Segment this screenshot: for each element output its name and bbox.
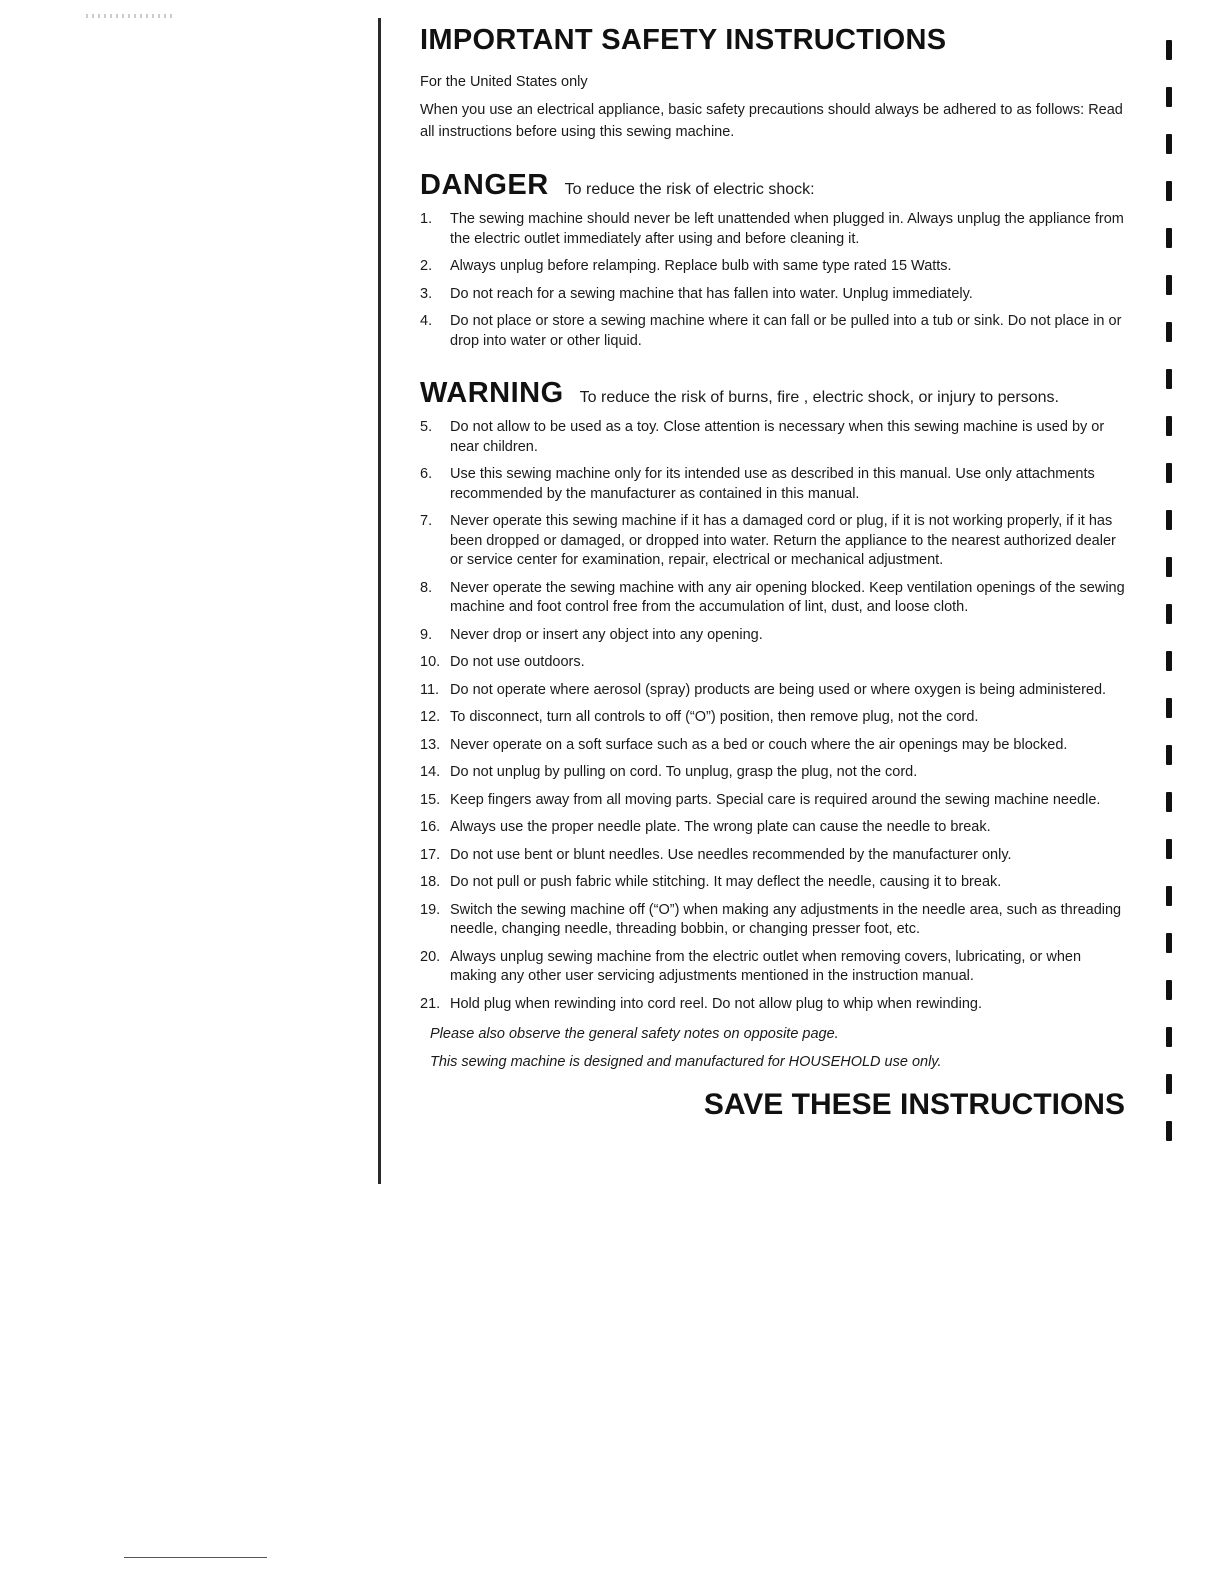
binding-hole — [1166, 557, 1172, 577]
list-item — [420, 995, 1125, 1015]
item-text: Never drop or insert any object into any opening. — [450, 626, 763, 643]
note-opposite-page: Please also observe the general safety notes on opposite page. — [430, 1026, 839, 1042]
item-number: 11. — [420, 681, 440, 698]
binding-hole — [1166, 1027, 1172, 1047]
list-item — [420, 579, 1125, 618]
warning-header — [420, 377, 1125, 410]
safety-document — [420, 24, 1125, 1122]
list-item — [420, 818, 1125, 838]
binding-hole — [1166, 651, 1172, 671]
page-title: IMPORTANT SAFETY INSTRUCTIONS — [420, 24, 947, 56]
item-text: To disconnect, turn all controls to off (“O”) position, then remove plug, not the cord. — [450, 709, 979, 725]
list-item — [420, 626, 1125, 646]
binding-hole — [1166, 604, 1172, 624]
item-number: 9. — [420, 626, 433, 643]
list-item — [420, 948, 1125, 987]
binding-hole — [1166, 463, 1172, 483]
item-text: Never operate this sewing machine if it has a damaged cord or plug, if it is not working properly, if it has been dropped or damaged, or dropped into water. Return the appliance to the nearest authorized dealer or service center for examination, repair, electrical or mechanical adjustment. — [450, 513, 1116, 568]
item-number: 19. — [420, 901, 441, 918]
item-number: 8. — [420, 579, 433, 596]
binding-hole — [1166, 87, 1172, 107]
item-text: Do not unplug by pulling on cord. To unplug, grasp the plug, not the cord. — [450, 764, 918, 780]
intro-general: When you use an electrical appliance, basic safety precautions should always be adhered to as follows: Read all instructions before using this sewing machine. — [420, 102, 1123, 140]
footer-rule — [124, 1557, 267, 1558]
list-item — [420, 763, 1125, 783]
item-number: 20. — [420, 948, 441, 965]
list-item — [420, 708, 1125, 728]
binding-hole — [1166, 275, 1172, 295]
binding-holes — [1158, 0, 1188, 1200]
danger-list — [420, 210, 1125, 351]
intro-region: For the United States only — [420, 74, 588, 90]
item-number: 14. — [420, 764, 441, 780]
item-text: Do not reach for a sewing machine that has fallen into water. Unplug immediately. — [450, 285, 973, 302]
scan-speck — [86, 14, 176, 18]
binding-hole — [1166, 322, 1172, 342]
item-number: 21. — [420, 995, 441, 1012]
item-number: 7. — [420, 513, 433, 529]
list-item — [420, 873, 1125, 893]
danger-subtitle: To reduce the risk of electric shock: — [564, 181, 815, 198]
list-item — [420, 791, 1125, 811]
binding-hole — [1166, 416, 1172, 436]
note-household-use: This sewing machine is designed and manufactured for HOUSEHOLD use only. — [430, 1054, 942, 1070]
item-text: Always use the proper needle plate. The wrong plate can cause the needle to break. — [450, 819, 991, 835]
warning-list — [420, 418, 1125, 1014]
warning-label: WARNING — [420, 377, 564, 409]
item-text: Use this sewing machine only for its intended use as described in this manual. Use only attachments recommended by the manufacturer as contained in this manual. — [450, 466, 1095, 502]
list-item — [420, 653, 1125, 673]
item-text: The sewing machine should never be left unattended when plugged in. Always unplug the appliance from the electric outlet immediately after using and before cleaning it. — [450, 211, 1124, 247]
binding-hole — [1166, 1121, 1172, 1141]
list-item — [420, 257, 1125, 277]
item-number: 2. — [420, 258, 433, 274]
binding-hole — [1166, 40, 1172, 60]
item-text: Always unplug before relamping. Replace bulb with same type rated 15 Watts. — [450, 258, 952, 274]
item-text: Do not use bent or blunt needles. Use needles recommended by the manufacturer only. — [450, 846, 1012, 863]
item-text: Never operate on a soft surface such as a bed or couch where the air openings may be blocked. — [450, 736, 1068, 753]
item-number: 16. — [420, 819, 441, 835]
danger-header — [420, 169, 1125, 202]
list-item — [420, 901, 1125, 940]
item-number: 6. — [420, 466, 433, 482]
binding-hole — [1166, 181, 1172, 201]
item-number: 18. — [420, 874, 441, 890]
binding-hole — [1166, 839, 1172, 859]
binding-hole — [1166, 1074, 1172, 1094]
binding-hole — [1166, 933, 1172, 953]
list-item — [420, 418, 1125, 457]
item-text: Do not operate where aerosol (spray) products are being used or where oxygen is being administered. — [450, 681, 1107, 698]
item-text: Always unplug sewing machine from the electric outlet when removing covers, lubricating, or when making any other user servicing adjustments mentioned in the instruction manual. — [450, 948, 1082, 984]
item-text: Do not place or store a sewing machine where it can fall or be pulled into a tub or sink. Do not place in or drop into water or other liquid. — [450, 313, 1122, 349]
item-number: 17. — [420, 846, 441, 863]
binding-hole — [1166, 792, 1172, 812]
binding-hole — [1166, 134, 1172, 154]
item-number: 13. — [420, 736, 441, 753]
list-item — [420, 465, 1125, 504]
list-item — [420, 312, 1125, 351]
list-item — [420, 736, 1125, 756]
binding-hole — [1166, 510, 1172, 530]
item-text: Do not use outdoors. — [450, 654, 585, 670]
list-item — [420, 846, 1125, 866]
item-text: Never operate the sewing machine with any air opening blocked. Keep ventilation openings of the sewing machine and foot control free from the accumulation of lint, dust, and loose cloth. — [450, 579, 1125, 615]
binding-hole — [1166, 698, 1172, 718]
list-item — [420, 512, 1125, 571]
binding-hole — [1166, 369, 1172, 389]
page-margin-line — [378, 18, 381, 1184]
item-number: 4. — [420, 313, 433, 329]
item-text: Keep fingers away from all moving parts. Special care is required around the sewing machine needle. — [450, 791, 1101, 808]
item-number: 1. — [420, 211, 433, 227]
item-number: 10. — [420, 654, 441, 670]
list-item — [420, 681, 1125, 701]
item-text: Switch the sewing machine off (“O”) when making any adjustments in the needle area, such as threading needle, changing needle, threading bobbin, or changing presser foot, etc. — [450, 901, 1122, 937]
binding-hole — [1166, 228, 1172, 248]
item-text: Do not pull or push fabric while stitching. It may deflect the needle, causing it to break. — [450, 874, 1002, 890]
list-item — [420, 210, 1125, 249]
binding-hole — [1166, 745, 1172, 765]
item-number: 15. — [420, 791, 441, 808]
warning-subtitle: To reduce the risk of burns, fire , electric shock, or injury to persons. — [579, 389, 1059, 406]
item-text: Do not allow to be used as a toy. Close attention is necessary when this sewing machine is used by or near children. — [450, 419, 1105, 455]
save-instructions-footer: SAVE THESE INSTRUCTIONS — [703, 1088, 1125, 1121]
binding-hole — [1166, 886, 1172, 906]
item-text: Hold plug when rewinding into cord reel. Do not allow plug to whip when rewinding. — [450, 995, 982, 1012]
list-item — [420, 285, 1125, 305]
item-number: 3. — [420, 285, 433, 302]
item-number: 12. — [420, 709, 441, 725]
danger-label: DANGER — [420, 169, 549, 201]
item-number: 5. — [420, 419, 433, 435]
binding-hole — [1166, 980, 1172, 1000]
